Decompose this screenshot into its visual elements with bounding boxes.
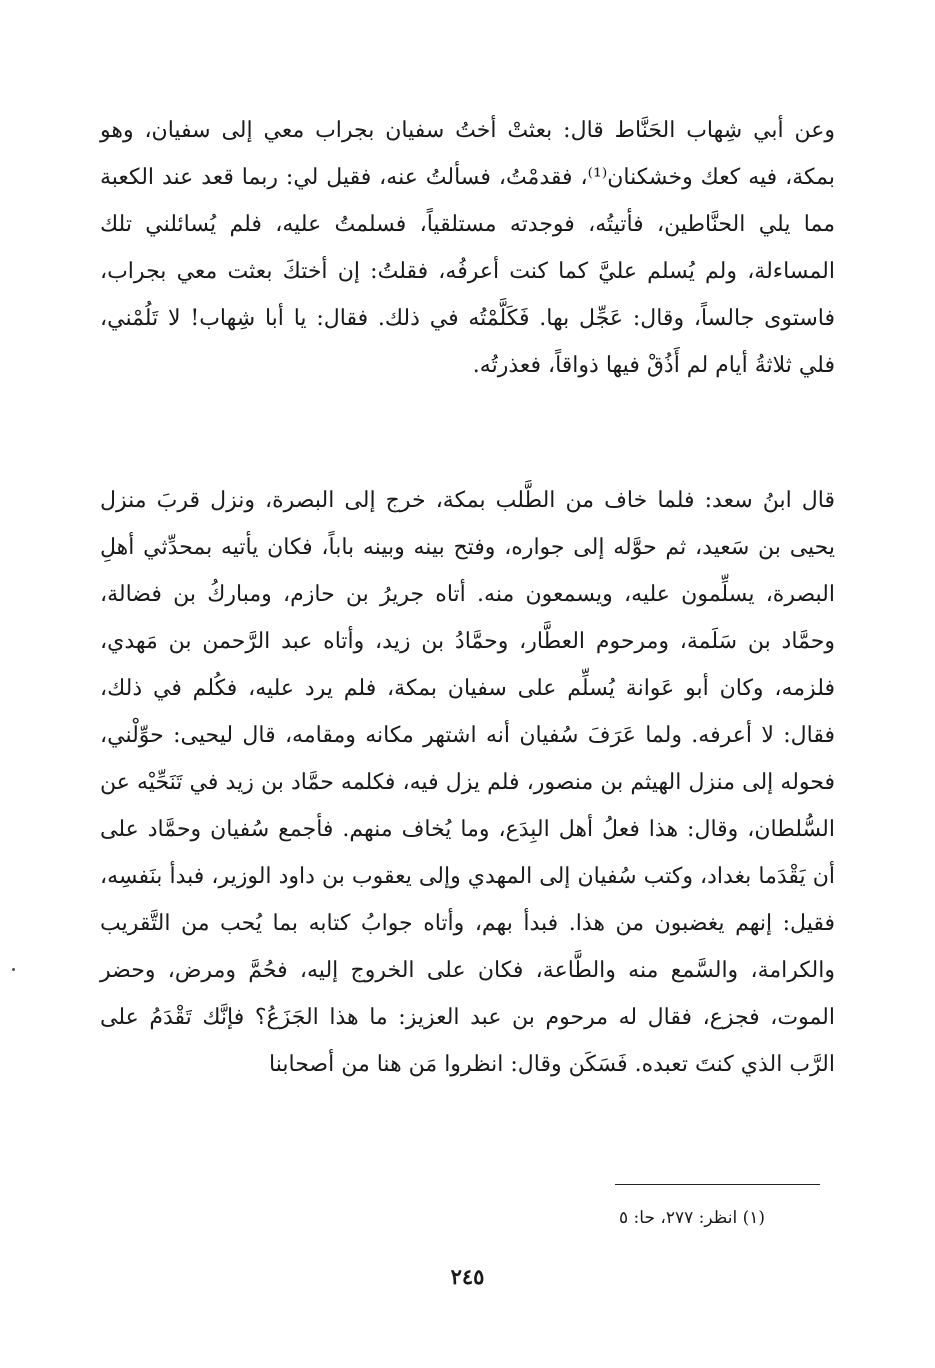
paragraph-text: وعن أبي شِهاب الحَنَّاط قال: بعثتْ أختُ سفيان بجراب معي إلى سفيان، وهو بمكة، فيه كعك وخشكنان⁽¹⁾، فقدمْتُ، فسألتُ عنه، فقيل لي: ربما قعد عند الكعبة مما يلي الحنَّاطين، فأتيتُه، فوجدته مستلقياً، فسلمتُ عليه، فلم يُسائلني تلك المساءلة، ولم يُسلم عليَّ كما كنت أعرفُه، فقلتُ: إن أختكَ بعثت معي بجراب، فاستوى جالساً، وقال: عَجِّل بها. فَكَلَّمْتُه في ذلك. فقال: يا أبا شِهاب! لا تَلُمْني، فلي ثلاثةُ أيام لم أَذُقْ فيها ذواقاً، فعذرتُه. — [100, 118, 836, 378]
page-number: ٢٤٥ — [450, 1264, 485, 1289]
body-paragraph-2 — [100, 477, 835, 1088]
scan-speck — [12, 968, 15, 971]
footnote: (١) انظر: ٢٧٧، حا: ٥ — [619, 1208, 765, 1228]
body-paragraph-1 — [100, 107, 835, 389]
footnote-divider — [615, 1184, 820, 1185]
paragraph-text: قال ابنُ سعد: فلما خاف من الطَّلب بمكة، خرج إلى البصرة، ونزل قربَ منزل يحيى بن سَعيد، ثم حوَّله إلى جواره، وفتح بينه وبينه باباً، فكان يأتيه بمحدِّثي أهلِ البصرة، يسلِّمون عليه، ويسمعون منه. أتاه جريرُ بن حازم، ومباركُ بن فضالة، وحمَّاد بن سَلَمة، ومرحوم العطَّار، وحمَّادُ بن زيد، وأتاه عبد الرَّحمن بن مَهدي، فلزمه، وكان أبو عَوانة يُسلِّم على سفيان بمكة، فلم يرد عليه، فكُلم في ذلك، فقال: لا أعرفه. ولما عَرَفَ سُفيان أنه اشتهر مكانه ومقامه، قال ليحيى: حوِّلْني، فحوله إلى منزل الهيثم بن منصور، فلم يزل فيه، فكلمه حمَّاد بن زيد في تَنَحِّيْه عن السُّلطان، وقال: هذا فعلُ أهل البِدَع، وما يُخاف منهم. فأجمع سُفيان وحمَّاد على أن يَقْدَما بغداد، وكتب سُفيان إلى المهدي وإلى يعقوب بن داود الوزير، فبدأ بنَفسِه، فقيل: إنهم يغضبون من هذا. فبدأ بهم، وأتاه جوابُ كتابه بما يُحب من التَّقريب والكرامة، والسَّمع منه والطَّاعة، فكان على الخروج إليه، فحُمَّ ومرض، وحضر الموت، فجزع، فقال له مرحوم بن عبد العزيز: ما هذا الجَزَعُ؟ فإنَّك تَقْدَمُ على الرَّب الذي كنتَ تعبده. فَسَكَن وقال: انظروا مَن هنا من أصحابنا — [100, 488, 835, 1077]
